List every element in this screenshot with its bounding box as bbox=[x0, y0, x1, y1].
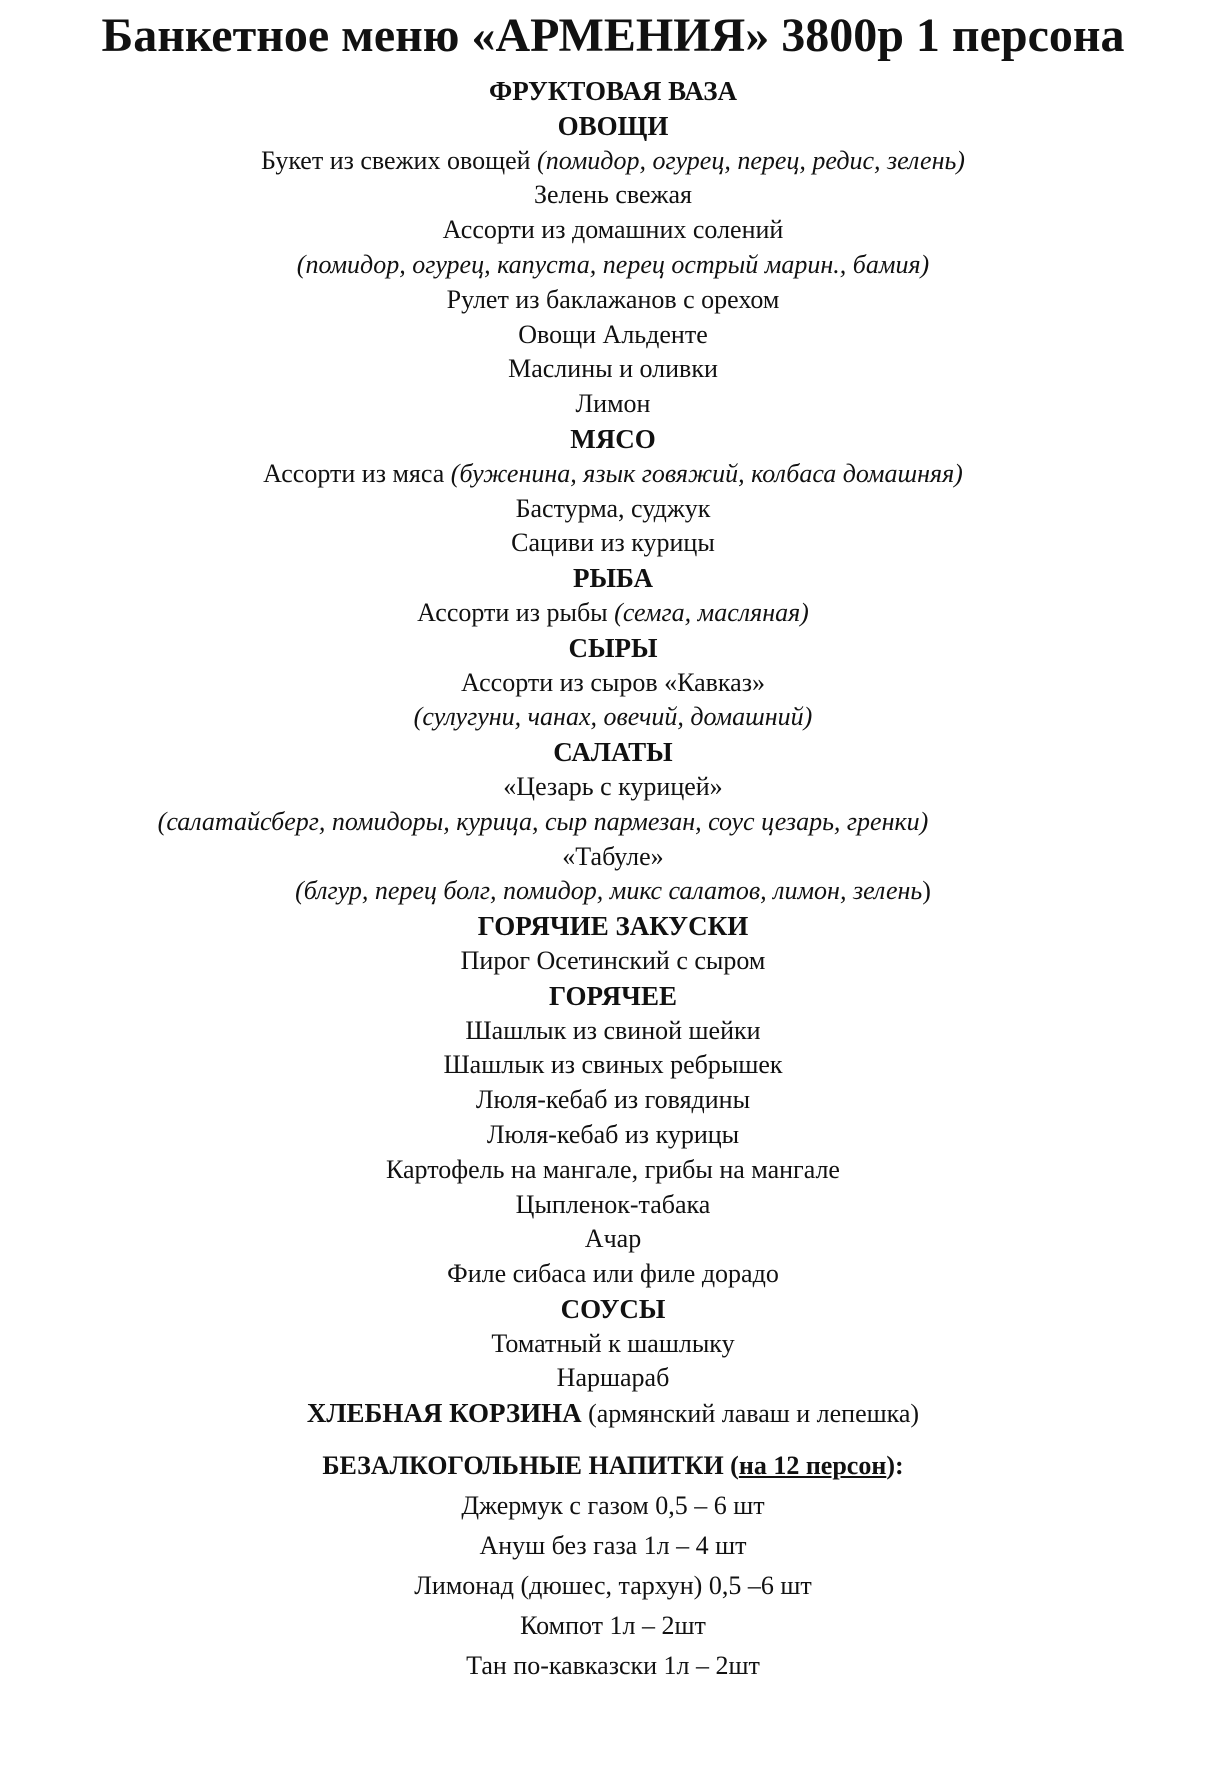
section-fruit: ФРУКТОВАЯ ВАЗА bbox=[489, 76, 737, 106]
section-sauces: СОУСЫ bbox=[560, 1293, 666, 1324]
menu-item bbox=[0, 144, 1226, 179]
item-note: (буженина, язык говяжий, колбаса домашняя) bbox=[450, 458, 963, 488]
menu-item bbox=[0, 596, 1226, 631]
item-note: (салатайсберг, помидоры, курица, сыр пармезан, соус цезарь, гренки) bbox=[157, 806, 929, 836]
menu-item: Ачар bbox=[584, 1224, 642, 1254]
item-name: Ассорти из мяса bbox=[263, 458, 445, 488]
menu-title: Банкетное меню «АРМЕНИЯ» 3800р 1 персона bbox=[101, 9, 1125, 62]
drinks-heading-underlined: на 12 персон bbox=[738, 1451, 887, 1480]
menu-item bbox=[0, 457, 1226, 492]
drinks-section bbox=[0, 1446, 1226, 1686]
drink-item: Лимонад (дюшес, тархун) 0,5 –6 шт bbox=[414, 1571, 812, 1600]
section-vegetables: ОВОЩИ bbox=[557, 110, 669, 141]
item-note: (помидор, огурец, перец, редис, зелень) bbox=[537, 145, 965, 175]
menu-item: Ассорти из домашних солений bbox=[442, 215, 784, 245]
drink-item: Джермук с газом 0,5 – 6 шт bbox=[461, 1491, 765, 1520]
menu-item: Цыпленок-табака bbox=[515, 1189, 711, 1219]
section-hot: ГОРЯЧЕЕ bbox=[549, 980, 677, 1011]
menu-item: Рулет из баклажанов с орехом bbox=[446, 284, 780, 314]
item-note: (сулугуни, чанах, овечий, домашний) bbox=[413, 702, 813, 732]
item-note-close: ) bbox=[922, 876, 931, 906]
section-fish: РЫБА bbox=[573, 563, 653, 594]
menu-item: Филе сибаса или филе дорадо bbox=[447, 1259, 779, 1289]
drink-item: Ануш без газа 1л – 4 шт bbox=[479, 1531, 747, 1560]
menu-item: Зелень свежая bbox=[533, 180, 693, 210]
drink-item: Компот 1л – 2шт bbox=[520, 1611, 706, 1640]
item-note-line bbox=[0, 874, 1226, 909]
section-hot-snacks: ГОРЯЧИЕ ЗАКУСКИ bbox=[477, 911, 749, 942]
menu-item: Сациви из курицы bbox=[511, 528, 715, 558]
menu-item: Пирог Осетинский с сыром bbox=[460, 945, 766, 975]
drinks-heading-close: ): bbox=[886, 1451, 904, 1480]
menu-item: Томатный к шашлыку bbox=[491, 1328, 735, 1358]
menu-item: Бастурма, суджук bbox=[515, 493, 711, 523]
section-cheese: СЫРЫ bbox=[568, 632, 658, 663]
item-name: Букет из свежих овощей bbox=[261, 145, 531, 175]
drinks-heading bbox=[0, 1446, 1226, 1486]
menu-item: «Цезарь с курицей» bbox=[503, 771, 723, 801]
drink-item: Тан по-кавказски 1л – 2шт bbox=[466, 1651, 760, 1680]
menu-body bbox=[0, 74, 1226, 1431]
drinks-heading-text: БЕЗАЛКОГОЛЬНЫЕ НАПИТКИ ( bbox=[322, 1451, 739, 1480]
bread-note: (армянский лаваш и лепешка) bbox=[581, 1399, 920, 1429]
menu-item: «Табуле» bbox=[562, 841, 664, 871]
menu-item: Ассорти из сыров «Кавказ» bbox=[461, 667, 765, 697]
menu-item: Люля-кебаб из курицы bbox=[486, 1119, 740, 1149]
bread-basket bbox=[0, 1396, 1226, 1431]
menu-item: Маслины и оливки bbox=[508, 354, 718, 384]
menu-item: Шашлык из свиных ребрышек bbox=[443, 1050, 783, 1080]
item-note: (семга, масляная) bbox=[614, 597, 809, 627]
menu-item: Люля-кебаб из говядины bbox=[475, 1085, 751, 1115]
section-salads: САЛАТЫ bbox=[553, 737, 673, 768]
item-note: (помидор, огурец, капуста, перец острый марин., бамия) bbox=[296, 249, 930, 279]
section-meat: МЯСО bbox=[570, 423, 656, 454]
item-name: Ассорти из рыбы bbox=[417, 597, 615, 627]
item-note: (блгур, перец болг, помидор, микс салатов, лимон, зелень bbox=[295, 876, 923, 906]
menu-item: Шашлык из свиной шейки bbox=[465, 1015, 761, 1045]
menu-item: Овощи Альденте bbox=[518, 319, 708, 349]
menu-item: Лимон bbox=[575, 389, 651, 419]
bread-label: ХЛЕБНАЯ КОРЗИНА bbox=[306, 1398, 582, 1429]
menu-item: Наршараб bbox=[556, 1363, 670, 1393]
menu-item: Картофель на мангале, грибы на мангале bbox=[386, 1154, 840, 1184]
